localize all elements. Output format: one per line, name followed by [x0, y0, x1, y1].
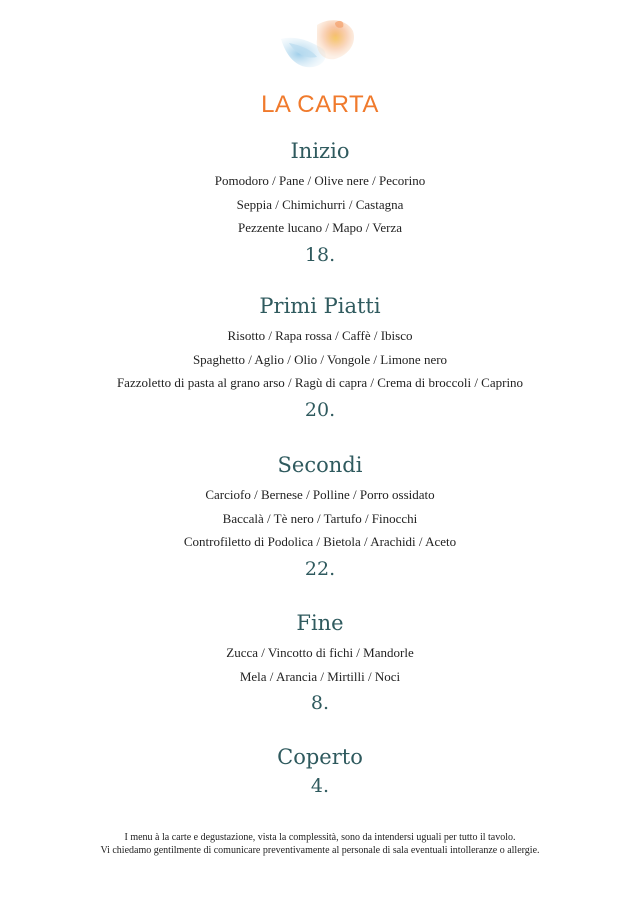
section-primi-piatti: [0, 292, 640, 423]
section-price: 4.: [310, 775, 330, 797]
section-title: Coperto: [277, 745, 363, 769]
section-price: 22.: [304, 557, 336, 580]
dish-item: Seppia / Chimichurri / Castagna: [236, 196, 404, 212]
section-title: Fine: [296, 611, 344, 635]
section-coperto: [0, 743, 640, 799]
section-secondi: [0, 451, 640, 582]
section-inizio: [0, 137, 640, 268]
dish-list: [0, 483, 640, 554]
section-title: Inizio: [290, 139, 350, 163]
section-fine: [0, 609, 640, 716]
dish-item: Fazzoletto di pasta al grano arso / Ragù di capra / Crema di broccoli / Caprino: [116, 375, 524, 390]
dish-list: [0, 641, 640, 688]
footer-line: I menu à la carte e degustazione, vista la complessità, sono da intendersi uguali per tutto il tavolo.: [124, 832, 516, 843]
menu-title: LA CARTA: [261, 91, 379, 118]
dish-item: Pezzente lucano / Mapo / Verza: [238, 220, 402, 235]
dish-item: Zucca / Vincotto di fichi / Mandorle: [226, 645, 414, 660]
watercolor-bird-icon: [277, 15, 359, 71]
section-title: Primi Piatti: [259, 294, 381, 318]
dish-item: Carciofo / Bernese / Polline / Porro ossidato: [205, 487, 435, 502]
section-title: Secondi: [277, 453, 363, 477]
footer-note: [0, 831, 640, 857]
section-price: 20.: [304, 398, 336, 421]
dish-item: Pomodoro / Pane / Olive nere / Pecorino: [214, 173, 426, 188]
section-price: 8.: [310, 692, 330, 714]
dish-item: Risotto / Rapa rossa / Caffè / Ibisco: [227, 328, 413, 343]
section-price: 18.: [304, 243, 336, 266]
dish-item: Mela / Arancia / Mirtilli / Noci: [239, 668, 401, 684]
dish-item: Controfiletto di Podolica / Bietola / Arachidi / Aceto: [183, 534, 457, 549]
footer-line: Vi chiedamo gentilmente di comunicare preventivamente al personale di sala eventuali intolleranze o allergie.: [100, 845, 540, 856]
dish-item: Spaghetto / Aglio / Olio / Vongole / Limone nero: [192, 351, 448, 367]
dish-item: Baccalà / Tè nero / Tartufo / Finocchi: [222, 510, 418, 526]
dish-list: [0, 324, 640, 395]
dish-list: [0, 169, 640, 240]
